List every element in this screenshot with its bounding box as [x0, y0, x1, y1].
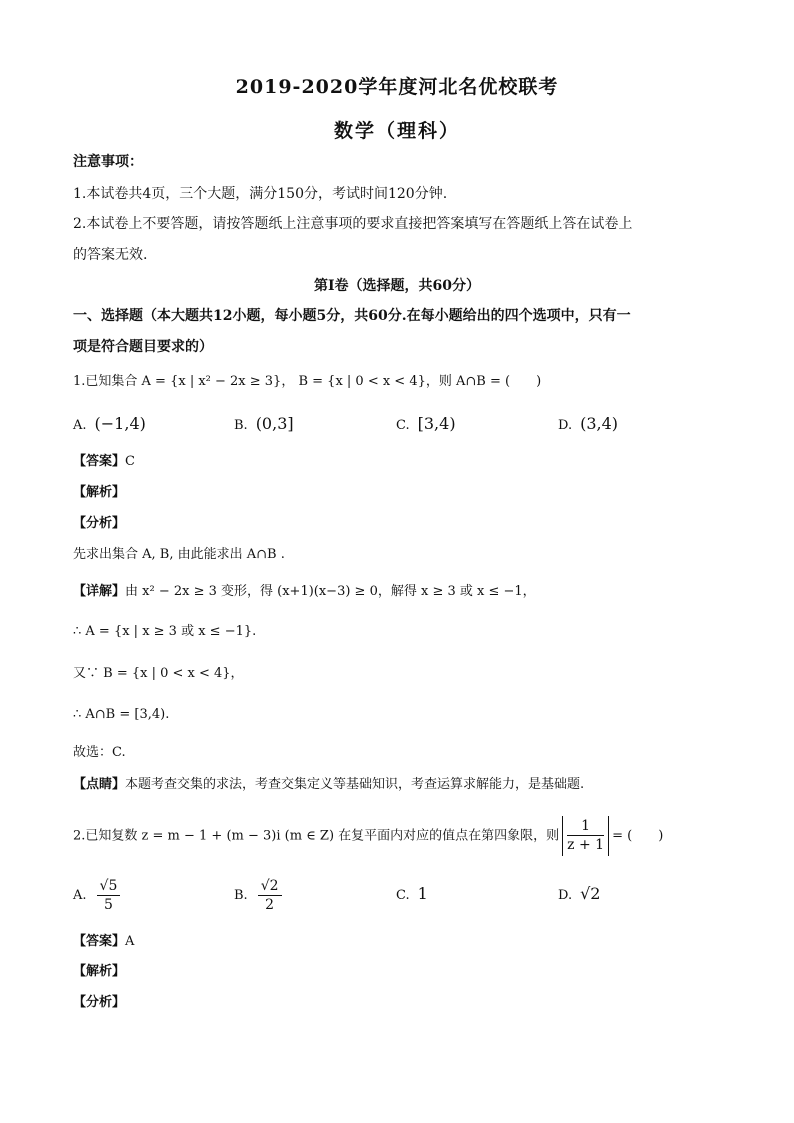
abs-value — [562, 816, 609, 856]
option-value: (0,3] — [255, 414, 294, 433]
question-2-stem — [73, 816, 663, 857]
notice-item-2-line-2: 的答案无效. — [73, 247, 148, 263]
question-1-step-3: ∴ A∩B = [3,4). — [73, 707, 170, 722]
option-letter: D. — [558, 418, 573, 433]
question-1-choose: 故选：C. — [73, 745, 126, 760]
question-1-answer — [73, 452, 135, 472]
question-1-analysis-tag: 【解析】 — [73, 485, 126, 500]
question-1-stem: 1.已知集合 A = {x | x² − 2x ≥ 3}， B = {x | 0 < x < 4}，则 A∩B = ( ) — [73, 374, 542, 389]
question-1-step-2: 又∵ B = {x | 0 < x < 4}， — [73, 666, 244, 681]
answer-value: A — [125, 934, 135, 949]
question-1-detail — [73, 582, 536, 602]
answer-value: C — [125, 454, 135, 469]
question-2-option-a: A. $\frac{√5}{5}$ — [73, 876, 120, 916]
notice-item-1: 1.本试卷共4页，三个大题，满分150分，考试时间120分钟. — [73, 186, 448, 202]
exam-subtitle: 数学（理科） — [333, 120, 460, 142]
question-1-option-b — [234, 414, 294, 436]
question-2-option-d: D. √2 — [558, 884, 601, 903]
exam-title: 2019-2020学年度河北名优校联考 — [235, 76, 559, 98]
notice-heading: 注意事项： — [73, 154, 143, 170]
answer-tag: 【答案】 — [73, 454, 126, 469]
question-1-fenxi-tag: 【分析】 — [73, 516, 126, 531]
part-instruction-line-1: 一、选择题（本大题共12小题，每小题5分，共60分.在每小题给出的四个选项中，只有一 — [73, 308, 631, 324]
section-title: 第Ⅰ卷（选择题，共60分） — [313, 278, 481, 294]
question-1-option-c — [396, 414, 456, 436]
comment-text: 本题考查交集的求法，考查交集定义等基础知识，考查运算求解能力，是基础题. — [125, 777, 585, 792]
question-1-comment — [73, 775, 584, 795]
part-instruction-line-2: 项是符合题目要求的） — [73, 339, 213, 355]
question-2-answer — [73, 932, 134, 952]
option-fraction: $\frac{√2}{2}$ — [258, 877, 282, 914]
question-1-option-a — [73, 414, 146, 436]
detail-text: 由 x² − 2x ≥ 3 变形，得 (x+1)(x−3) ≥ 0，解得 x ≥ 3 或 x ≤ −1， — [125, 584, 536, 599]
option-value: [3,4) — [417, 414, 456, 433]
option-fraction: $\frac{√5}{5}$ — [97, 877, 121, 914]
question-2-fenxi-tag: 【分析】 — [73, 995, 126, 1010]
option-value: (−1,4) — [94, 414, 146, 433]
question-1-step-1: ∴ A = {x | x ≥ 3 或 x ≤ −1}. — [73, 624, 257, 639]
option-letter: C. — [396, 418, 410, 433]
stem-prefix: 2.已知复数 z = m − 1 + (m − 3)i (m ∈ Z) 在复平面内对应的值点在第四象限，则 — [73, 828, 560, 844]
stem-suffix: = ( ) — [612, 828, 664, 844]
stem-fraction: $\frac{1}{z + 1}$ — [567, 818, 605, 853]
question-1-option-d — [558, 414, 618, 436]
question-2-option-c: C. 1 — [396, 884, 428, 903]
question-2-option-b: B. $\frac{√2}{2}$ — [234, 876, 282, 916]
detail-tag: 【详解】 — [73, 584, 126, 599]
option-letter: B. — [234, 418, 248, 433]
question-1-fenxi: 先求出集合 A, B, 由此能求出 A∩B . — [73, 547, 285, 562]
answer-tag: 【答案】 — [73, 934, 126, 949]
option-letter: A. — [73, 418, 87, 433]
comment-tag: 【点睛】 — [73, 777, 126, 792]
question-2-analysis-tag: 【解析】 — [73, 964, 126, 979]
option-value: (3,4) — [580, 414, 619, 433]
notice-item-2-line-1: 2.本试卷上不要答题，请按答题纸上注意事项的要求直接把答案填写在答题纸上答在试卷上 — [73, 216, 633, 232]
